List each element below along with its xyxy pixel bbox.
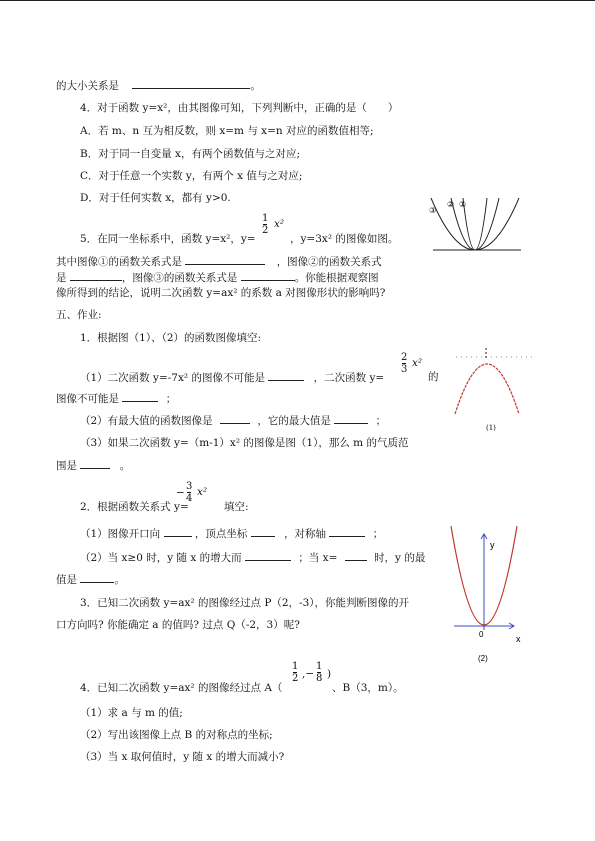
homework-1-part-2 [80,413,386,428]
text-period: 。 [119,460,131,472]
parabola-3 [463,198,487,250]
homework-3-line-1: 3．已知二次函数 y=ax² 的图像经过点 P（2，-3），你能判断图像的开 [80,597,410,609]
figure-1-label: (1) [486,424,496,432]
text-is: 是 [56,272,67,284]
top-rule [0,0,595,1]
text-semicolon: ； [375,415,387,427]
fraction-variable: x² [197,486,208,498]
text-hw2-1c: ，对称轴 [284,528,327,540]
text-hw2-2c: 时，y 的最 [374,552,426,564]
fraction-numerator: 1 [316,661,323,672]
answer-blank-graph-1[interactable] [185,254,265,265]
answer-blank[interactable] [122,391,158,402]
text-hw2-1b: ，顶点坐标 [194,528,248,540]
text-hw2-1a: （1）图像开口向 [80,528,161,540]
fraction-variable: x² [412,357,423,369]
fraction-denominator: 2 [292,673,299,684]
answer-blank-axis[interactable] [329,526,365,537]
homework-4-part-2: （2）写出该图像上点 B 的对称点的坐标; [80,729,273,741]
fraction-numerator: 1 [262,213,269,224]
text-semicolon: ； [165,393,177,405]
homework-1-part-1-cont [56,391,176,406]
fraction-three-quarters [186,481,192,504]
figure-three-parabolas [425,195,525,261]
fraction-point-a-x [292,661,298,684]
text-period: 。 [250,80,261,92]
text-hw2-2a: （2）当 x≥0 时，y 随 x 的增大而 [80,552,242,564]
answer-blank[interactable] [334,413,368,424]
homework-1-stem: 1．根据图（1）、（2）的函数图像填空: [80,332,262,344]
text-relation-label: 的大小关系是 [56,80,119,92]
figure-2-upward-parabola [448,522,538,664]
text-hw1-1d: 图像不可能是 [56,393,119,405]
answer-blank[interactable] [80,458,110,469]
parabola-label-3: ③ [429,206,437,215]
y-axis-label: y [490,540,495,550]
fraction-sign: − [176,487,185,499]
homework-2-part-1 [80,526,383,541]
text-observe: 。你能根据观察图 [294,272,379,284]
answer-blank-graph-3[interactable] [241,270,295,281]
answer-blank[interactable] [345,550,367,561]
question-4-stem: 4．对于函数 y=x²，由其图像可知，下列判断中，正确的是（ ） [80,102,399,114]
homework-4-stem-b: 、B（3，m）。 [332,682,404,694]
parabola-1 [431,198,519,250]
text-hw1-1a: （1）二次函数 y=-7x² 的图像不可能是 [80,372,265,384]
answer-blank-graph-2[interactable] [70,270,122,281]
figure-1-downward-parabola [450,342,534,434]
text-period: 。 [114,574,125,586]
fraction-denominator: 2 [262,225,269,236]
homework-2-part-2-cont [56,572,125,587]
answer-blank[interactable] [220,413,250,424]
x-axis-label: x [516,634,521,644]
text-graph-1-label: 其中图像①的函数关系式是 [56,256,182,268]
text-range: 围是 [56,460,77,472]
homework-3-line-2: 口方向吗? 你能确定 a 的值吗? 过点 Q（-2，3）呢? [56,619,300,631]
fraction-denominator: 3 [401,364,408,375]
fraction-numerator: 1 [292,661,299,672]
fraction-numerator: 2 [401,352,408,363]
parabola-label-2: ② [447,200,455,209]
parabola-label-1: ① [459,200,467,209]
answer-blank[interactable] [245,550,291,561]
fraction-denominator: 8 [316,673,323,684]
homework-2-stem-a: 2．根据函数关系式 y= [80,501,189,513]
answer-blank[interactable] [80,572,114,583]
section-homework-heading: 五、作业: [56,309,102,321]
text-graph-2-label: ，图像②的函数关系式 [276,256,382,268]
question-5-line-3 [56,270,379,285]
question-4-option-b: B．对于同一自变量 x，有两个函数值与之对应; [80,148,301,160]
homework-1-part-3: （3）如果二次函数 y=（m-1）x² 的图像是图（1），那么 m 的气质范 [80,437,409,449]
homework-4-stem-a: 4．已知二次函数 y=ax² 的图像经过点 A（ [80,682,283,694]
fraction-denominator: 4 [186,493,193,504]
question-5-line-2 [56,254,382,269]
text-hw1-1c: 的 [428,371,439,383]
question-4-option-d: D．对于任何实数 x，都有 y>0. [80,192,231,204]
homework-2-part-2 [80,550,425,565]
homework-2-stem-b: 填空: [224,501,249,513]
text-graph-3-label: ，图像③的函数关系式是 [121,272,238,284]
fraction-separator: ,− [302,668,315,680]
text-hw1-1b: ，二次函数 y= [313,372,385,384]
question-5-line-4: 像所得到的结论，说明二次函数 y=ax² 的系数 a 对图像形状的影响吗? [56,287,386,299]
parabola-curve [455,364,519,414]
fraction-variable: x² [274,218,285,230]
homework-1-part-1 [80,370,384,385]
text-line-size-relation [56,78,261,93]
fraction-point-a-y [316,661,322,684]
fraction-two-thirds [401,352,407,375]
question-5-stem-a: 5．在同一坐标系中，函数 y=x²，y= [80,233,256,245]
question-4-option-c: C．对于任意一个实数 y，有两个 x 值与之对应; [80,170,303,182]
homework-4-part-1: （1）求 a 与 m 的值; [80,707,183,719]
fraction-close-paren: ) [327,668,332,680]
text-value-is: 值是 [56,574,77,586]
figure-2-label: (2) [478,654,488,663]
text-hw1-2a: （2）有最大值的函数图像是 [80,415,213,427]
text-hw2-2b: ；当 x= [298,552,338,564]
answer-blank[interactable] [132,78,250,89]
answer-blank[interactable] [268,370,304,381]
answer-blank-vertex[interactable] [251,526,275,537]
question-4-option-a: A．若 m、n 互为相反数，则 x=m 与 x=n 对应的函数值相等; [80,125,374,137]
fraction-one-half [262,213,268,236]
fraction-numerator: 3 [186,481,193,492]
homework-1-part-3-cont [56,458,130,473]
text-hw1-2b: ，它的最大值是 [257,415,331,427]
text-semicolon: ； [372,528,384,540]
origin-label: 0 [479,630,484,639]
question-5-stem-b: ，y=3x² 的图像如图。 [290,233,399,245]
answer-blank-direction[interactable] [164,526,192,537]
homework-4-part-3: （3）当 x 取何值时，y 随 x 的增大而减小? [80,751,285,763]
